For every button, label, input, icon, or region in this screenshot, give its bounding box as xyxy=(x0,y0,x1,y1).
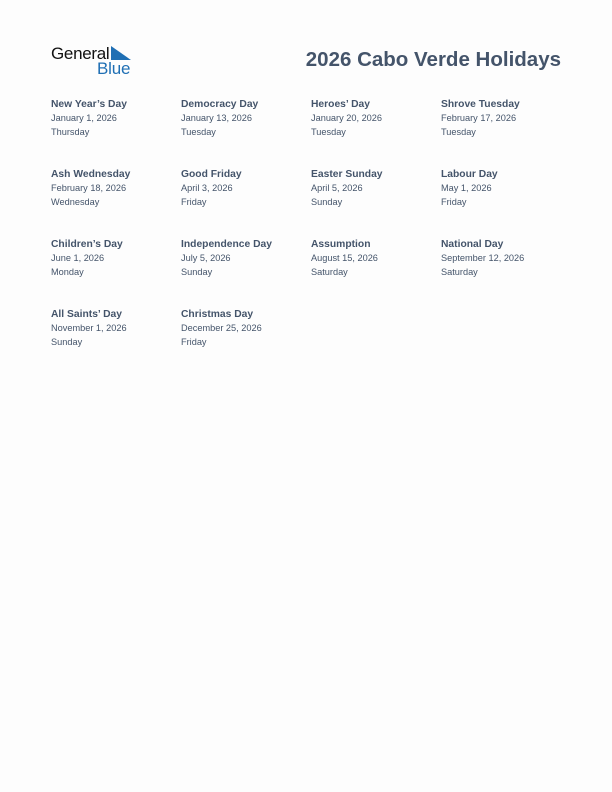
holiday-date: April 5, 2026 xyxy=(311,183,363,193)
holiday-item xyxy=(51,168,179,209)
holiday-name: Good Friday xyxy=(181,169,242,180)
holiday-weekday: Thursday xyxy=(51,126,90,137)
holiday-weekday: Friday xyxy=(181,196,207,207)
holiday-weekday: Tuesday xyxy=(441,126,476,137)
holiday-date: August 15, 2026 xyxy=(311,253,378,263)
holiday-item xyxy=(51,98,179,139)
holiday-name: Assumption xyxy=(311,239,371,250)
holiday-name: Children’s Day xyxy=(51,239,123,250)
holiday-date: May 1, 2026 xyxy=(441,183,492,193)
holiday-item xyxy=(441,98,569,139)
holiday-date: April 3, 2026 xyxy=(181,183,233,193)
logo-text-blue: Blue xyxy=(97,59,131,78)
holiday-date: January 1, 2026 xyxy=(51,113,117,123)
holiday-date: February 17, 2026 xyxy=(441,113,517,123)
holiday-date: January 13, 2026 xyxy=(181,113,253,123)
holiday-weekday: Sunday xyxy=(311,196,343,207)
holiday-date: December 25, 2026 xyxy=(181,323,262,333)
holiday-item xyxy=(311,98,439,139)
holiday-name: All Saints’ Day xyxy=(51,309,122,320)
holiday-item xyxy=(181,238,309,279)
holiday-weekday: Tuesday xyxy=(181,126,216,137)
holiday-date: January 20, 2026 xyxy=(311,113,383,123)
holiday-date: July 5, 2026 xyxy=(181,253,231,263)
holiday-name: Democracy Day xyxy=(181,99,259,110)
holiday-date: November 1, 2026 xyxy=(51,323,127,333)
holiday-date: June 1, 2026 xyxy=(51,253,105,263)
holiday-name: Independence Day xyxy=(181,239,272,250)
holiday-item xyxy=(51,308,179,349)
holiday-name: Shrove Tuesday xyxy=(441,99,520,110)
holiday-weekday: Tuesday xyxy=(311,126,346,137)
holiday-item xyxy=(311,168,439,209)
holiday-item xyxy=(441,238,569,279)
page-title: 2026 Cabo Verde Holidays xyxy=(305,48,561,71)
logo-text-general: General xyxy=(51,44,110,63)
holiday-item xyxy=(181,98,309,139)
holiday-date: September 12, 2026 xyxy=(441,253,525,263)
holiday-weekday: Saturday xyxy=(441,266,478,277)
holiday-weekday: Monday xyxy=(51,266,84,277)
holiday-weekday: Saturday xyxy=(311,266,348,277)
holiday-name: Easter Sunday xyxy=(311,169,383,180)
holiday-name: Heroes’ Day xyxy=(311,99,370,110)
holiday-item xyxy=(311,238,439,279)
holiday-name: New Year’s Day xyxy=(51,99,127,110)
holiday-date: February 18, 2026 xyxy=(51,183,127,193)
holiday-weekday: Sunday xyxy=(51,336,83,347)
holiday-weekday: Wednesday xyxy=(51,196,100,207)
generalblue-logo xyxy=(50,44,140,78)
logo-flag-icon xyxy=(111,46,131,60)
holiday-item xyxy=(441,168,569,209)
holiday-weekday: Sunday xyxy=(181,266,213,277)
holiday-name: National Day xyxy=(441,239,504,250)
holiday-item xyxy=(181,168,309,209)
holiday-name: Ash Wednesday xyxy=(51,169,131,180)
holiday-weekday: Friday xyxy=(181,336,207,347)
holiday-item xyxy=(181,308,309,349)
holiday-item xyxy=(51,238,179,279)
holiday-weekday: Friday xyxy=(441,196,467,207)
holiday-name: Christmas Day xyxy=(181,309,254,320)
holiday-name: Labour Day xyxy=(441,169,498,180)
